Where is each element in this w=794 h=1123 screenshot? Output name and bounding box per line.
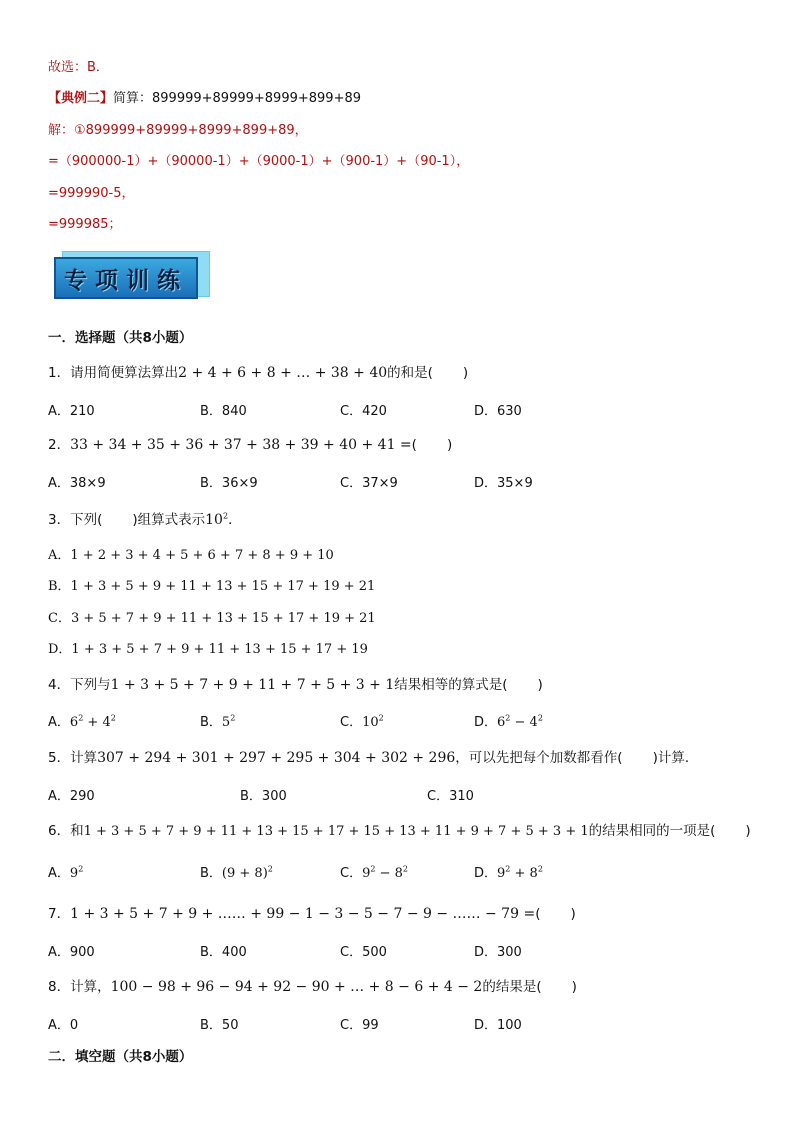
q5-option-a[interactable]: A．290: [48, 789, 95, 804]
q1-option-a[interactable]: A．210: [48, 404, 95, 419]
q6-option-a[interactable]: [48, 862, 83, 881]
q5-option-c[interactable]: C．310: [427, 789, 474, 804]
q3-option-b[interactable]: B．1 + 3 + 5 + 9 + 11 + 13 + 15 + 17 + 19 + 21: [48, 579, 376, 594]
q1-close: ): [462, 365, 469, 381]
option-label: B．: [200, 715, 222, 730]
q8-prefix: 8．计算，: [48, 979, 111, 995]
q2-math: 33 + 34 + 35 + 36 + 37 + 38 + 39 + 40 + 41 =: [70, 437, 412, 453]
q5-suffix: ，可以先把每个加数都看作(: [455, 750, 623, 766]
q4-prefix: 4．下列与: [48, 677, 111, 693]
power-base: 10: [362, 715, 379, 730]
q3-power-exp: 2: [222, 511, 229, 521]
question-4: [48, 673, 543, 693]
power-base: 9: [497, 866, 506, 881]
example-tag: 【典例二】: [48, 91, 114, 106]
option-label: D．: [474, 715, 498, 730]
q1-option-d[interactable]: D．630: [474, 404, 522, 419]
q8-option-d[interactable]: D．100: [474, 1018, 522, 1033]
option-label: A．: [48, 715, 70, 730]
power-exponent: 2: [505, 713, 511, 723]
q1-math: 2 + 4 + 6 + 8 + … + 38 + 40: [178, 365, 388, 381]
example-step-4: =999985；: [48, 217, 122, 232]
question-2: [48, 433, 452, 453]
power-exponent: 2: [402, 864, 408, 874]
q4-option-c[interactable]: [340, 711, 384, 730]
option-label: C．: [340, 866, 363, 881]
section-choice-heading: 一．选择题（共8小题）: [48, 330, 193, 346]
power-exponent: 2: [378, 713, 384, 723]
q1-option-c[interactable]: C．420: [340, 404, 387, 419]
power-exponent: 2: [267, 864, 273, 874]
power-exponent: 2: [110, 713, 116, 723]
option-label: B．: [200, 866, 222, 881]
power-base: + 4: [83, 715, 111, 730]
power-base: 6: [497, 715, 506, 730]
option-label: D．: [474, 866, 498, 881]
q7-suffix: (: [535, 906, 541, 922]
q4-option-b[interactable]: [200, 711, 235, 730]
q7-close: ): [570, 906, 576, 922]
q3-mid: )组算式表示: [132, 512, 206, 528]
section-banner: [54, 251, 210, 301]
q7-option-b[interactable]: B．400: [200, 945, 247, 960]
q6-math: 1 + 3 + 5 + 7 + 9 + 11 + 13 + 15 + 17 + 15 + 13 + 11 + 9 + 7 + 5 + 3 + 1: [83, 824, 589, 839]
q4-option-a[interactable]: [48, 711, 116, 730]
q6-option-b[interactable]: [200, 862, 273, 881]
q3-power-base: 10: [205, 512, 223, 528]
q4-option-d[interactable]: [474, 711, 543, 730]
q2-close: ): [446, 437, 453, 453]
example-step-1: 解：①899999+89999+8999+899+89，: [48, 123, 308, 138]
power-base: 9: [362, 866, 371, 881]
power-base: + 8: [510, 866, 538, 881]
q7-option-c[interactable]: C．500: [340, 945, 387, 960]
power-base: 6: [69, 715, 79, 730]
q3-option-d[interactable]: D．1 + 3 + 5 + 7 + 9 + 11 + 13 + 15 + 17 + 19: [48, 642, 368, 657]
option-label: A．: [48, 866, 70, 881]
question-7: [48, 902, 576, 922]
q6-close: ): [745, 823, 751, 839]
power-exponent: 2: [230, 713, 236, 723]
q8-math: 100 − 98 + 96 − 94 + 92 − 90 + … + 8 − 6 + 4 − 2: [110, 979, 483, 995]
q3-power: [205, 512, 228, 528]
q5-close: )计算．: [652, 750, 699, 766]
q2-option-a[interactable]: A．38×9: [48, 476, 106, 491]
q7-option-d[interactable]: D．300: [474, 945, 522, 960]
q2-prefix: 2．: [48, 437, 71, 453]
power-exponent: 2: [537, 713, 543, 723]
q2-suffix: (: [411, 437, 417, 453]
example-prompt: 简算：899999+89999+8999+899+89: [113, 91, 362, 106]
q6-prefix: 6．和: [48, 823, 84, 839]
q2-option-d[interactable]: D．35×9: [474, 476, 533, 491]
question-1: [48, 361, 468, 381]
power-exponent: 2: [78, 864, 84, 874]
q8-option-b[interactable]: B．50: [200, 1018, 239, 1033]
example-step-2: =（900000-1）+（90000-1）+（9000-1）+（900-1）+（90-1），: [48, 154, 470, 169]
q6-suffix: 的结果相同的一项是(: [588, 823, 716, 839]
q3-option-c[interactable]: C．3 + 5 + 7 + 9 + 11 + 13 + 15 + 17 + 19 + 21: [48, 611, 376, 626]
q8-close: ): [571, 979, 577, 995]
q4-math: 1 + 3 + 5 + 7 + 9 + 11 + 7 + 5 + 3 + 1: [110, 677, 395, 693]
q8-suffix: 的结果是(: [482, 979, 542, 995]
option-label: C．: [340, 715, 363, 730]
q4-close: ): [537, 677, 543, 693]
banner-box: [54, 257, 198, 299]
section-fill-heading: 二．填空题（共8小题）: [48, 1049, 193, 1065]
q3-suffix: ．: [228, 512, 242, 528]
q6-option-d[interactable]: [474, 862, 543, 881]
q6-option-c[interactable]: [340, 862, 408, 881]
q1-prefix: 1．请用简便算法算出: [48, 365, 179, 381]
example-step-3: =999990-5，: [48, 186, 135, 201]
q4-suffix: 结果相等的算式是(: [394, 677, 508, 693]
power-base: − 4: [510, 715, 538, 730]
power-exponent: 2: [78, 713, 84, 723]
q7-option-a[interactable]: A．900: [48, 945, 95, 960]
power-exponent: 2: [505, 864, 511, 874]
power-base: 9: [69, 866, 79, 881]
question-5: [48, 746, 698, 766]
q8-option-a[interactable]: A．0: [48, 1018, 79, 1033]
q5-math: 307 + 294 + 301 + 297 + 295 + 304 + 302 + 296: [97, 750, 456, 766]
banner-text: 专项训练: [64, 266, 188, 294]
power-exponent: 2: [370, 864, 376, 874]
power-exponent: 2: [537, 864, 543, 874]
example-heading: [48, 87, 361, 106]
power-base: (9 + 8): [221, 866, 268, 881]
q3-prefix: 3．下列(: [48, 512, 103, 528]
q8-option-c[interactable]: C．99: [340, 1018, 379, 1033]
question-6: [48, 819, 751, 839]
power-base: − 8: [375, 866, 403, 881]
q1-suffix: 的和是(: [387, 365, 433, 381]
q5-prefix: 5．计算: [48, 750, 98, 766]
q3-option-a[interactable]: A．1 + 2 + 3 + 4 + 5 + 6 + 7 + 8 + 9 + 10: [48, 548, 334, 563]
q7-prefix: 7．: [48, 906, 71, 922]
q2-option-c[interactable]: C．37×9: [340, 476, 398, 491]
question-3: [48, 508, 242, 528]
q1-option-b[interactable]: B．840: [200, 404, 247, 419]
q5-option-b[interactable]: B．300: [240, 789, 287, 804]
question-8: [48, 975, 577, 995]
q7-math: 1 + 3 + 5 + 7 + 9 + …… + 99 − 1 − 3 − 5 − 7 − 9 − …… − 79 =: [70, 906, 536, 922]
q2-option-b[interactable]: B．36×9: [200, 476, 258, 491]
power-base: 5: [221, 715, 231, 730]
answer-line: 故选：B．: [48, 60, 109, 75]
